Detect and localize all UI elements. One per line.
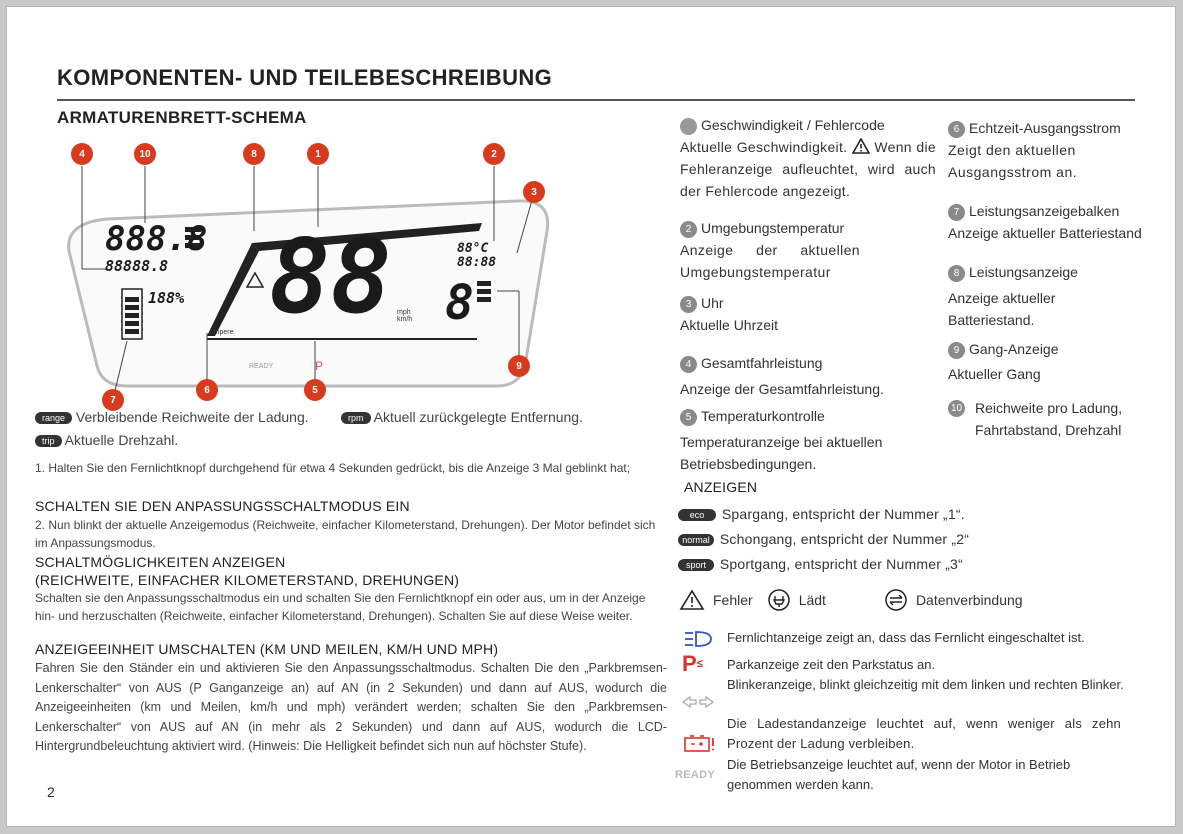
eco-text: Spargang, entspricht der Nummer „1“. — [721, 506, 965, 522]
fehler-text: Fehler — [713, 592, 753, 608]
item-1 — [680, 114, 936, 202]
item-4-badge: 4 — [680, 356, 697, 373]
fernlicht-text: Fernlichtanzeige zeigt an, dass das Fernlicht eingeschaltet ist. — [727, 630, 1085, 645]
item-6 — [948, 117, 1138, 183]
temperature-display: 88°C — [457, 241, 489, 256]
heading-unit-switch: ANZEIGEEINHEIT UMSCHALTEN (KM UND MEILEN, KM/H UND MPH) — [35, 641, 499, 657]
legend-range — [35, 409, 309, 425]
mode-normal — [678, 531, 969, 547]
callout-4: 4 — [71, 143, 93, 165]
item-7-title: Leistungsanzeigebalken — [969, 203, 1120, 219]
sport-text: Sportgang, entspricht der Nummer „3“ — [719, 556, 963, 572]
heading-display-options: SCHALTMÖGLICHKEITEN ANZEIGEN — [35, 554, 286, 570]
item-7-text: Anzeige aktueller Batteriestand — [948, 225, 1142, 241]
item-10 — [948, 397, 1148, 441]
trip-text: Aktuelle Drehzahl. — [64, 432, 179, 448]
item-4-title: Gesamtfahrleistung — [701, 355, 823, 371]
turn-signal-icon — [681, 695, 715, 709]
item-4 — [680, 352, 930, 400]
item-1-text: Aktuelle Geschwindigkeit. Wenn die Fehleranzeige aufleuchtet, wird auch der Fehlercode angezeigt. — [680, 139, 936, 199]
item-8-badge: 8 — [948, 265, 965, 282]
item-4-text: Anzeige der Gesamtfahrleistung. — [680, 381, 884, 397]
item-2-text: Anzeige der aktuellen Umgebungstemperatur — [680, 242, 860, 280]
callout-2: 2 — [483, 143, 505, 165]
ready-icon: READY — [675, 769, 716, 781]
heading-display-options-sub: (REICHWEITE, EINFACHER KILOMETERSTAND, DREHUNGEN) — [35, 572, 460, 588]
anzeigen-heading: ANZEIGEN — [684, 479, 758, 495]
high-beam-icon — [683, 630, 713, 648]
item-5 — [680, 405, 935, 475]
callout-7: 7 — [102, 389, 124, 411]
item-8-title: Leistungsanzeige — [969, 264, 1078, 280]
item-3-text: Aktuelle Uhrzeit — [680, 317, 779, 333]
title-rule — [57, 99, 1135, 101]
low-battery-icon — [683, 733, 717, 753]
item-3 — [680, 292, 880, 336]
paragraph-display-options: Schalten sie den Anpassungsschaltmodus ein und schalten Sie den Fernlichtknopf ein oder aus, um in der Anzeige hin- und herzuschalten (Reichweite, einfacher Kilometerstand, Drehungen). Schalten Sie auf diese Weise weiter. — [35, 591, 646, 623]
clock-display: 88:88 — [457, 255, 497, 270]
item-8 — [948, 261, 1143, 331]
item-2 — [680, 217, 860, 283]
ampere-label: Ampere — [209, 329, 234, 336]
heading-adjust-mode: SCHALTEN SIE DEN ANPASSUNGSSCHALTMODUS EIN — [35, 498, 410, 514]
daten-text: Datenverbindung — [915, 592, 1023, 608]
callout-8: 8 — [243, 143, 265, 165]
rpm-pill: rpm — [341, 412, 371, 424]
ladestand-text: Die Ladestandanzeige leuchtet auf, wenn weniger als zehn Prozent der Ladung verbleiben. — [727, 716, 1121, 751]
rpm-text: Aktuell zurückgelegte Entfernung. — [373, 409, 583, 425]
legend-rpm — [341, 409, 583, 425]
item-6-badge: 6 — [948, 121, 965, 138]
page-title: KOMPONENTEN- UND TEILEBESCHREIBUNG — [57, 65, 553, 90]
section-subtitle: ARMATURENBRETT-SCHEMA — [57, 108, 307, 127]
item-5-badge: 5 — [680, 409, 697, 426]
page-number: 2 — [47, 784, 55, 800]
trip-pill: trip — [35, 435, 62, 447]
gear-display: 8 — [445, 275, 474, 331]
speed-display: 88 — [269, 218, 392, 337]
range-pill: range — [35, 412, 72, 424]
manual-page — [6, 6, 1176, 827]
odometer-top-display: 888.8 — [105, 219, 208, 259]
warning-icon — [679, 589, 705, 611]
odometer-bottom-display: 88888.8 — [105, 257, 169, 275]
legend-trip — [35, 432, 178, 448]
item-2-title: Umgebungstemperatur — [701, 220, 845, 236]
item-9 — [948, 338, 1138, 385]
callout-9: 9 — [508, 355, 530, 377]
data-connection-icon — [884, 588, 908, 612]
item-3-title: Uhr — [701, 295, 724, 311]
item-7-badge: 7 — [948, 204, 965, 221]
instruction-step-1: 1. Halten Sie den Fernlichtknopf durchgehend für etwa 4 Sekunden gedrückt, bis die Anzeige 3 Mal geblinkt hat; — [35, 461, 631, 475]
warning-icon — [852, 138, 870, 154]
status-icons-row — [679, 588, 1023, 612]
item-3-badge: 3 — [680, 296, 697, 313]
item-5-title: Temperaturkontrolle — [701, 408, 825, 424]
eco-pill: eco — [678, 509, 716, 521]
item-10-badge: 10 — [948, 400, 965, 417]
mode-sport — [678, 556, 963, 572]
item-8-text: Anzeige aktueller Batteriestand. — [948, 290, 1056, 328]
item-7 — [948, 200, 1168, 244]
sport-pill: sport — [678, 559, 714, 571]
instruction-step-2: 2. Nun blinkt der aktuelle Anzeigemodus (Reichweite, einfacher Kilometerstand, Drehungen). Der Motor befindet sich im Anpassungsmodus. — [35, 518, 656, 550]
item-1-title: Geschwindigkeit / Fehlercode — [680, 114, 936, 136]
item-6-title: Echtzeit-Ausgangsstrom — [969, 120, 1121, 136]
blinker-text: Blinkeranzeige, blinkt gleichzeitig mit dem linken und rechten Blinker. — [727, 677, 1124, 692]
park-text: Parkanzeige zeit den Parkstatus an. — [727, 657, 936, 672]
item-2-badge: 2 — [680, 221, 697, 238]
laedt-text: Lädt — [798, 592, 826, 608]
dashboard-schematic — [47, 131, 607, 411]
item-9-text: Aktueller Gang — [948, 366, 1041, 382]
ready-label: READY — [249, 363, 274, 370]
callout-10: 10 — [134, 143, 156, 165]
normal-text: Schongang, entspricht der Nummer „2“ — [719, 531, 970, 547]
park-label: P — [315, 359, 324, 373]
battery-percent-display: 188% — [148, 289, 185, 307]
normal-pill: normal — [678, 534, 714, 546]
betrieb-text: Die Betriebsanzeige leuchtet auf, wenn der Motor in Betrieb genommen werden kann. — [727, 757, 1071, 792]
callout-5: 5 — [304, 379, 326, 401]
callout-1: 1 — [307, 143, 329, 165]
item-6-text: Zeigt den aktuellen Ausgangsstrom an. — [948, 142, 1078, 180]
charging-icon — [767, 588, 791, 612]
park-icon: P≤ — [682, 651, 703, 676]
item-9-badge: 9 — [948, 342, 965, 359]
paragraph-unit-switch: Fahren Sie den Ständer ein und aktivieren Sie den Anpassungsschaltmodus. Schalten Die den „Parkbremsen-Lenkerschalter“ von AUS (P Ganganzeige an) auf AN (in 2 Sekunden) und dann auf AUS, wodurch die Anzeigeeinheiten (km und Meilen, km/h und mph) verändert werden; schalten Sie den „Parkbremsen-Lenkerschalter“ von AUS auf AN (in mehr als 2 Sekunden) und dann auf AUS, wodurch die LCD-Hintergrundbeleuchtung aktiviert wird. (Hinweis: Die Helligkeit befindet sich nun auf höchster Stufe). — [35, 661, 667, 753]
callout-6: 6 — [196, 379, 218, 401]
item-9-title: Gang-Anzeige — [969, 341, 1059, 357]
callout-3: 3 — [523, 181, 545, 203]
speed-unit-label: mph km/h — [397, 309, 413, 323]
item-10-title: Reichweite pro Ladung, Fahrtabstand, Drehzahl — [975, 400, 1123, 438]
item-5-text: Temperaturanzeige bei aktuellen Betriebsbedingungen. — [680, 434, 883, 472]
mode-eco — [678, 506, 965, 522]
range-text: Verbleibende Reichweite der Ladung. — [75, 409, 309, 425]
item-1-badge — [680, 118, 697, 135]
